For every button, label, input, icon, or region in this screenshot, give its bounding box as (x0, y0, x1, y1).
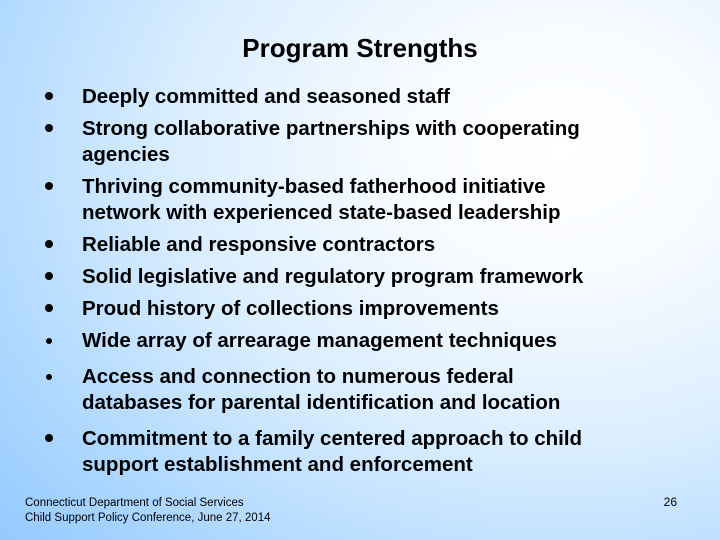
bullet-dot-icon (45, 272, 53, 280)
bullet-item (40, 174, 700, 226)
bullet-item (40, 328, 700, 354)
bullet-item (40, 364, 700, 416)
slide-title: Program Strengths (242, 33, 478, 63)
bullet-item (40, 426, 700, 478)
bullet-dot-icon (45, 92, 53, 100)
bullet-item (40, 84, 700, 110)
bullet-dot-icon (46, 374, 52, 380)
bullet-text-line: databases for parental identification and location (82, 391, 561, 414)
bullet-text-line: Access and connection to numerous federal (82, 365, 514, 388)
page-number: 26 (663, 495, 677, 509)
bullet-text-line: Commitment to a family centered approach to child (82, 427, 583, 450)
bullet-item (40, 264, 700, 290)
bullet-dot-icon (45, 124, 53, 132)
bullet-text-line: Thriving community-based fatherhood initiative (82, 175, 546, 198)
bullet-dot-icon (45, 304, 53, 312)
footer-line: Child Support Policy Conference, June 27, 2014 (25, 512, 271, 524)
bullet-text-line: network with experienced state-based leadership (82, 201, 561, 224)
bullet-text-line: Reliable and responsive contractors (82, 233, 436, 256)
bullet-text-line: Deeply committed and seasoned staff (82, 85, 450, 108)
bullet-dot-icon (45, 182, 53, 190)
bullet-text-line: Solid legislative and regulatory program framework (82, 265, 584, 288)
footer-line: Connecticut Department of Social Services (25, 497, 244, 509)
bullet-text-line: Wide array of arrearage management techniques (82, 329, 557, 352)
bullet-item (40, 296, 700, 322)
bullet-dot-icon (45, 240, 53, 248)
bullet-list (40, 84, 700, 484)
bullet-text-line: support establishment and enforcement (82, 453, 473, 476)
bullet-item (40, 116, 700, 168)
footer (25, 496, 271, 526)
bullet-dot-icon (45, 434, 53, 442)
bullet-text-line: agencies (82, 143, 170, 166)
bullet-text-line: Strong collaborative partnerships with cooperating (82, 117, 580, 140)
bullet-dot-icon (46, 338, 52, 344)
bullet-item (40, 232, 700, 258)
bullet-text-line: Proud history of collections improvements (82, 297, 499, 320)
